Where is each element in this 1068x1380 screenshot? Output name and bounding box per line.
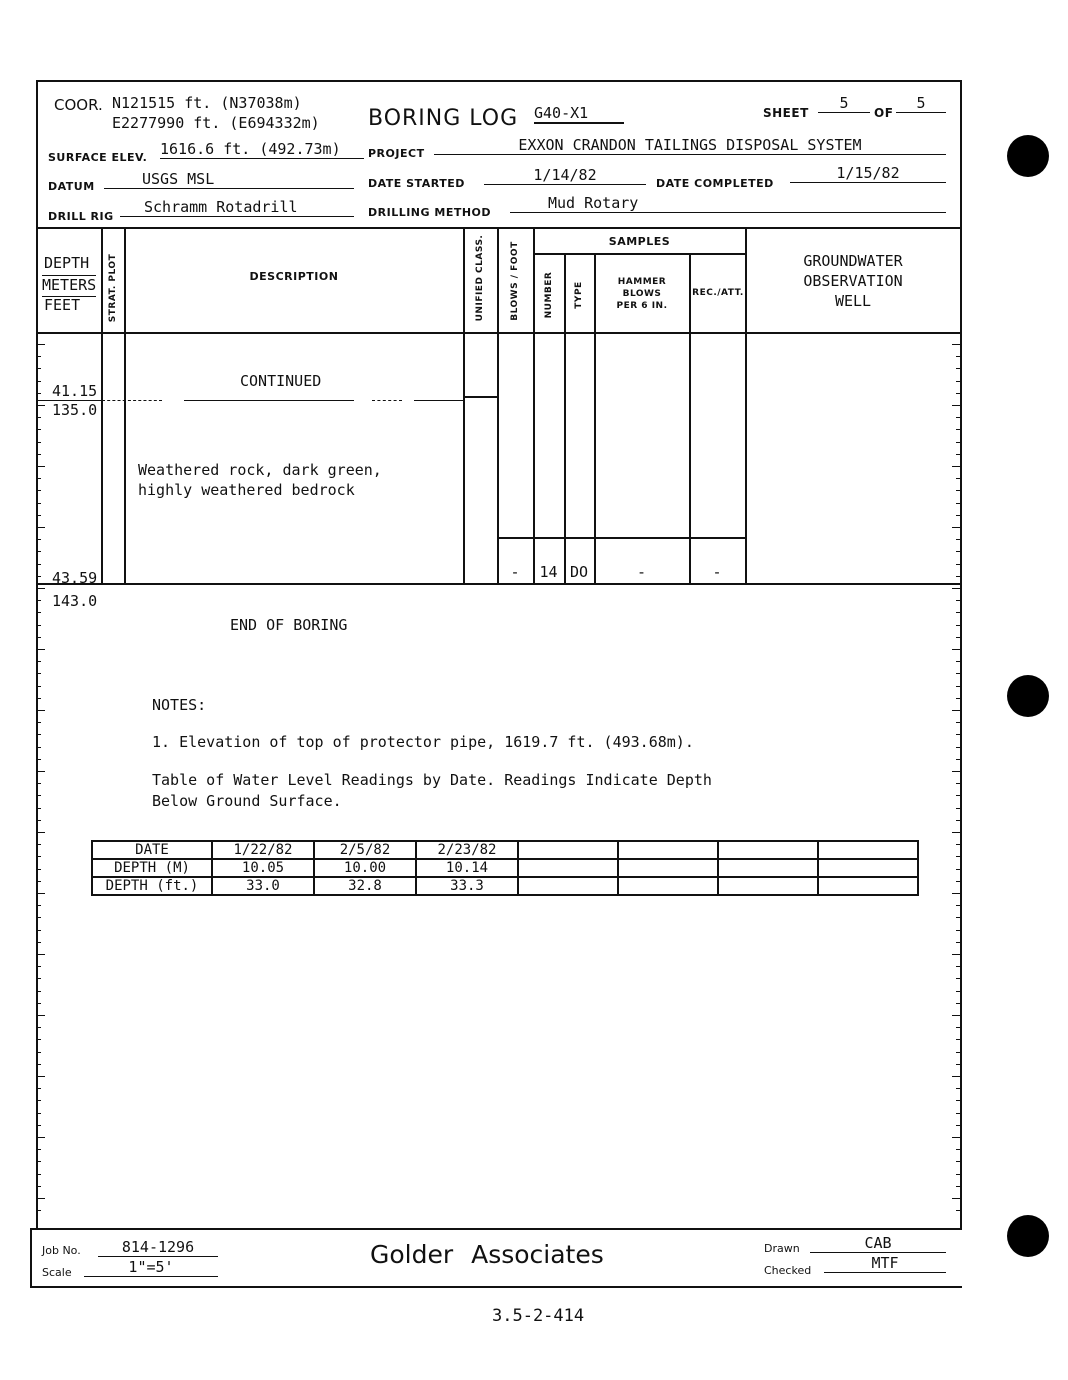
scale-tick [36, 881, 41, 882]
groundwater-header-3: WELL [834, 292, 872, 310]
scale-tick [956, 881, 961, 882]
scale-tick [36, 905, 41, 906]
scale-tick [36, 954, 45, 955]
depth-meters-top: 41.15 [52, 382, 98, 400]
scale-tick [956, 478, 961, 479]
scale-tick [952, 710, 961, 711]
scale-tick [952, 1198, 961, 1199]
table-cell [518, 841, 618, 859]
scale-tick [36, 698, 41, 699]
table-cell [618, 841, 718, 859]
table-cell: 33.3 [416, 877, 518, 895]
scale-tick [956, 1088, 961, 1089]
job-no-label: Job No. [42, 1244, 81, 1257]
datum: USGS MSL [104, 170, 354, 189]
scale-tick [36, 588, 45, 589]
scale-tick [36, 1198, 45, 1199]
scale-tick [956, 1100, 961, 1101]
table-cell [818, 841, 918, 859]
drill-rig-label: DRILL RIG [48, 210, 114, 223]
scale-tick [956, 356, 961, 357]
scale-tick [956, 1027, 961, 1028]
scale-tick [36, 454, 41, 455]
groundwater-header-1: GROUNDWATER [803, 252, 903, 270]
scale-tick [36, 1137, 45, 1138]
datum-label: DATUM [48, 180, 95, 193]
scale-tick [952, 771, 961, 772]
scale-tick [956, 454, 961, 455]
scale-tick [956, 429, 961, 430]
scale-tick [36, 686, 41, 687]
type-header: TYPE [574, 281, 584, 309]
scale-tick [956, 515, 961, 516]
scale-tick [952, 1015, 961, 1016]
scale-tick [36, 637, 41, 638]
date-started-label: DATE STARTED [368, 177, 465, 190]
scale-tick [36, 344, 45, 345]
scale-tick [36, 1174, 41, 1175]
scale-tick [956, 966, 961, 967]
surface-elev-label: SURFACE ELEV. [48, 151, 148, 164]
table-cell: DEPTH (M) [92, 859, 212, 877]
scale-tick [956, 820, 961, 821]
scale-tick [952, 405, 961, 406]
sheet-total: 5 [896, 94, 946, 113]
scale-tick [36, 1161, 41, 1162]
scale-tick [956, 991, 961, 992]
drilling-method-label: DRILLING METHOD [368, 206, 492, 219]
water-level-table [91, 840, 919, 896]
coor-east: E2277990 ft. (E694332m) [112, 114, 320, 132]
table-row [92, 877, 918, 895]
description-line-2: highly weathered bedrock [138, 481, 355, 499]
project-label: PROJECT [368, 147, 425, 160]
scale-tick [956, 503, 961, 504]
scale-tick [36, 1113, 41, 1114]
scale-tick [952, 466, 961, 467]
scale-tick [956, 917, 961, 918]
note-1: 1. Elevation of top of protector pipe, 1619.7 ft. (493.68m). [152, 733, 694, 751]
punch-hole-top [1007, 135, 1049, 177]
depth-feet-bottom: 143.0 [52, 592, 98, 610]
surface-elev: 1616.6 ft. (492.73m) [160, 140, 364, 159]
scale-tick [956, 930, 961, 931]
scale-tick [36, 1027, 41, 1028]
scale-tick [36, 625, 41, 626]
table-cell: 2/5/82 [314, 841, 416, 859]
scale-tick [36, 393, 41, 394]
scale-tick [36, 722, 41, 723]
scale-tick [956, 1052, 961, 1053]
scale-tick [956, 637, 961, 638]
date-completed: 1/15/82 [790, 164, 946, 183]
table-cell [518, 877, 618, 895]
scale-tick [36, 1003, 41, 1004]
table-caption-1: Table of Water Level Readings by Date. Readings Indicate Depth [152, 771, 712, 789]
table-cell [618, 859, 718, 877]
scale-tick [956, 368, 961, 369]
scale-tick [36, 429, 41, 430]
scale-tick [36, 820, 41, 821]
depth-header: DEPTH [44, 254, 90, 272]
scale-label: Scale [42, 1266, 72, 1279]
scale-tick [36, 515, 41, 516]
scale-tick [956, 490, 961, 491]
scale-tick [956, 808, 961, 809]
scale-tick [956, 1174, 961, 1175]
scale-tick [956, 869, 961, 870]
depth-meters-bottom: 43.59 [52, 569, 98, 587]
scale-tick [956, 1149, 961, 1150]
scale-tick [36, 1088, 41, 1089]
scale-tick [956, 539, 961, 540]
scale-tick [36, 490, 41, 491]
table-cell [718, 877, 818, 895]
table-cell: 2/23/82 [416, 841, 518, 859]
scale-tick [956, 1210, 961, 1211]
scale-tick [36, 771, 45, 772]
checked-label: Checked [764, 1264, 812, 1277]
date-completed-label: DATE COMPLETED [656, 177, 774, 190]
scale-tick [36, 966, 41, 967]
scale-tick [956, 600, 961, 601]
project: EXXON CRANDON TAILINGS DISPOSAL SYSTEM [434, 136, 946, 155]
scale-tick [36, 844, 41, 845]
scale-tick [956, 1064, 961, 1065]
scale-tick [36, 1015, 45, 1016]
table-cell [818, 859, 918, 877]
scale-tick [952, 1076, 961, 1077]
table-row [92, 841, 918, 859]
scale-tick [956, 698, 961, 699]
scale-tick [36, 1076, 45, 1077]
table-cell [718, 859, 818, 877]
scale-tick [36, 368, 41, 369]
punch-hole-middle [1007, 675, 1049, 717]
scale-tick [36, 991, 41, 992]
scale-tick [956, 747, 961, 748]
feet-header: FEET [44, 296, 81, 314]
samples-header: SAMPLES [608, 235, 671, 248]
drilling-method: Mud Rotary [510, 194, 946, 213]
sample-hammer: - [636, 563, 647, 581]
scale-tick [956, 576, 961, 577]
company-name: Golder Associates [370, 1240, 604, 1269]
scale-tick [956, 759, 961, 760]
page-title: BORING LOG [368, 106, 519, 131]
scale-tick [36, 1186, 41, 1187]
scale-tick [956, 417, 961, 418]
table-cell: 10.14 [416, 859, 518, 877]
scale-tick [956, 551, 961, 552]
scale-tick [36, 1100, 41, 1101]
scale-tick [36, 539, 41, 540]
scale-tick [36, 661, 41, 662]
of-label: OF [874, 106, 894, 120]
scale-tick [956, 942, 961, 943]
scale-tick [36, 869, 41, 870]
scale-tick [36, 551, 41, 552]
sample-number: 14 [539, 563, 558, 581]
scale-tick [952, 344, 961, 345]
table-row [92, 859, 918, 877]
scale-tick [36, 442, 41, 443]
table-cell: 1/22/82 [212, 841, 314, 859]
scale: 1"=5' [84, 1258, 218, 1277]
scale-tick [36, 1210, 41, 1211]
table-caption-2: Below Ground Surface. [152, 792, 342, 810]
strat-plot-header: STRAT. PLOT [108, 253, 118, 323]
end-of-boring: END OF BORING [230, 616, 348, 634]
scale-tick [952, 527, 961, 528]
scale-tick [956, 1186, 961, 1187]
scale-tick [36, 930, 41, 931]
scale-tick [956, 1125, 961, 1126]
scale-tick [952, 954, 961, 955]
scale-tick [36, 893, 45, 894]
scale-tick [952, 1137, 961, 1138]
scale-tick [956, 673, 961, 674]
scale-tick [952, 588, 961, 589]
scale-tick [36, 466, 45, 467]
scale-tick [956, 686, 961, 687]
table-cell [818, 877, 918, 895]
drawn-by: CAB [810, 1234, 946, 1253]
hammer-header-2: BLOWS [622, 289, 662, 299]
scale-tick [36, 1064, 41, 1065]
scale-tick [36, 734, 41, 735]
drill-rig: Schramm Rotadrill [120, 198, 354, 217]
blows-foot-header: BLOWS / FOOT [510, 241, 520, 321]
scale-tick [956, 722, 961, 723]
scale-tick [956, 393, 961, 394]
description-line-1: Weathered rock, dark green, [138, 461, 382, 479]
continued-label: CONTINUED [240, 372, 322, 390]
scale-tick [36, 405, 45, 406]
scale-tick [36, 710, 45, 711]
groundwater-header-2: OBSERVATION [803, 272, 903, 290]
scale-tick [36, 808, 41, 809]
scale-tick [952, 832, 961, 833]
scale-tick [956, 978, 961, 979]
scale-tick [36, 795, 41, 796]
scale-tick [36, 1052, 41, 1053]
scale-tick [956, 1161, 961, 1162]
scale-tick [956, 564, 961, 565]
scale-tick [36, 576, 41, 577]
sample-type: DO [569, 563, 589, 581]
table-cell: DATE [92, 841, 212, 859]
sheet-number: 5 [818, 94, 870, 113]
scale-tick [36, 1039, 41, 1040]
date-started: 1/14/82 [484, 166, 646, 185]
table-cell: 33.0 [212, 877, 314, 895]
scale-tick [956, 1113, 961, 1114]
scale-tick [36, 600, 41, 601]
scale-tick [36, 856, 41, 857]
scale-tick [36, 1125, 41, 1126]
scale-tick [36, 978, 41, 979]
notes-title: NOTES: [152, 696, 207, 714]
scale-tick [956, 856, 961, 857]
table-cell: 32.8 [314, 877, 416, 895]
scale-tick [36, 381, 41, 382]
checked-by: MTF [824, 1254, 946, 1273]
scale-tick [952, 893, 961, 894]
scale-tick [956, 381, 961, 382]
coor-north: N121515 ft. (N37038m) [112, 94, 302, 112]
scale-tick [36, 503, 41, 504]
scale-tick [36, 417, 41, 418]
scale-tick [956, 612, 961, 613]
number-header: NUMBER [544, 271, 554, 319]
sample-blows: - [510, 563, 520, 581]
scale-tick [36, 527, 45, 528]
punch-hole-bottom [1007, 1215, 1049, 1257]
scale-tick [956, 1039, 961, 1040]
scale-tick [36, 673, 41, 674]
scale-tick [36, 917, 41, 918]
hammer-header-1: HAMMER [617, 277, 667, 287]
scale-tick [956, 783, 961, 784]
drawn-label: Drawn [764, 1242, 800, 1255]
hammer-header-3: PER 6 IN. [616, 301, 668, 311]
boring-id: G40-X1 [534, 104, 624, 124]
rec-att-header: REC./ATT. [692, 288, 744, 298]
scale-tick [36, 759, 41, 760]
scale-tick [952, 649, 961, 650]
scale-tick [956, 795, 961, 796]
table-cell: DEPTH (ft.) [92, 877, 212, 895]
depth-feet-top: 135.0 [52, 401, 98, 419]
scale-tick [36, 356, 41, 357]
description-header: DESCRIPTION [249, 270, 339, 283]
scale-tick [36, 942, 41, 943]
scale-tick [956, 1003, 961, 1004]
scale-tick [36, 832, 45, 833]
scale-tick [36, 1149, 41, 1150]
table-cell [718, 841, 818, 859]
sample-rec-att: - [712, 563, 722, 581]
scale-tick [956, 844, 961, 845]
scale-tick [36, 612, 41, 613]
table-cell: 10.00 [314, 859, 416, 877]
sheet-label: SHEET [763, 106, 809, 120]
scale-tick [956, 442, 961, 443]
meters-header: METERS [42, 275, 96, 297]
coor-label: COOR. [54, 96, 103, 114]
table-cell: 10.05 [212, 859, 314, 877]
table-cell [618, 877, 718, 895]
scale-tick [36, 747, 41, 748]
scale-tick [956, 905, 961, 906]
table-cell [518, 859, 618, 877]
job-no: 814-1296 [98, 1238, 218, 1257]
scale-tick [36, 478, 41, 479]
scale-tick [956, 661, 961, 662]
scale-tick [36, 564, 41, 565]
page-number: 3.5-2-414 [492, 1306, 585, 1326]
unified-class-header: UNIFIED CLASS. [475, 234, 485, 322]
scale-tick [956, 625, 961, 626]
scale-tick [36, 783, 41, 784]
scale-tick [956, 734, 961, 735]
scale-tick [36, 649, 45, 650]
